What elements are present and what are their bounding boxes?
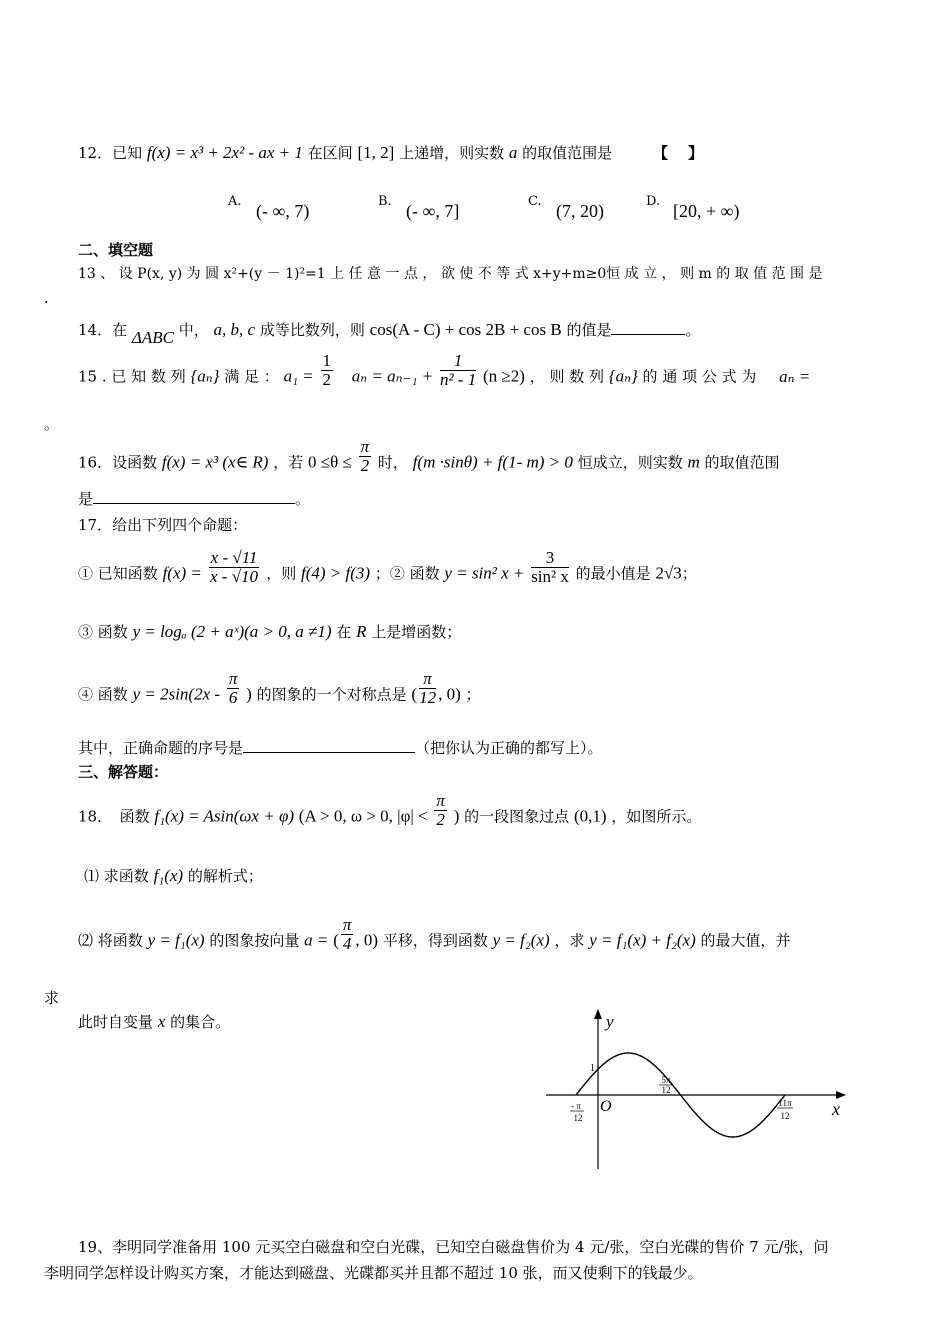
fraction-pi-6: $\frac{\pi}{6}$ [228,669,238,707]
tick-5pi-12-den: 12 [661,1085,671,1095]
q17-conclusion: 其中，正确命题的序号是 （把你认为正确的都写上）。 [78,739,603,757]
fraction-pi-4: $\frac{\pi}{4}$ [342,915,352,953]
question-15: 15 . 已 知 数 列 {aₙ} 满 足 ： a₁ = $\frac{1}{2}$ aₙ = aₙ₋₁ + $\frac{1}{\text{n² - 1}}$ (n ≥2) ， 则 数 列 {aₙ} 的 通 项 公 式 为 aₙ = [78,351,811,389]
question-13-cont: . [44,289,49,307]
fraction-pi-12: $\frac{\pi}{12}$ [419,669,437,707]
question-19-line1: 19、李明同学准备用 100 元买空白磁盘和空白光碟，已知空白磁盘售价为 4 元/张，空白光碟的售价 7 元/张，问 [78,1238,829,1256]
y-axis-arrow [594,1009,602,1019]
q18-part-2-last: 此时自变量 x 的集合。 [78,1012,231,1031]
question-16-line2: 是 。 [78,490,311,508]
y-axis-label: y [606,1012,614,1031]
q17-proposition-1-2: ① 已知函数 f(x) = $\frac{x - √11}{x - √10}$ ，则 f(4) > f(3) ；② 函数 y = sin² x + $\frac{3}{\text{sin² x}}$ 的最小值是 2√3； [78,548,697,586]
blank-16 [93,489,295,504]
option-c-value: (7, 20) [556,201,604,221]
option-b-label: B. [378,194,392,209]
fraction-3-sin2: $\frac{3}{\text{sin² x}}$ [531,548,569,586]
option-b-value: (- ∞, 7] [406,201,460,221]
answer-bracket: 【 】 [652,144,704,162]
sine-graph-figure [540,1005,860,1175]
question-17-title: 17．给出下列四个命题： [78,516,248,534]
tick-neg-pi-12-den: 12 [573,1113,583,1123]
x-axis-label: x [832,1099,840,1119]
tick-label-one: 1 [590,1063,595,1074]
q18-part-2-cont: 求 [44,989,60,1007]
q12-function: f(x) = x³ + 2x² - ax + 1 [146,143,303,162]
q18-part-1: ⑴ 求函数 f₁(x) 的解析式； [84,866,263,885]
fraction-an: $\frac{1}{\text{n² - 1}}$ [439,351,477,389]
x-axis-arrow [836,1091,846,1099]
origin-label: O [600,1098,612,1115]
question-15-cont: 。 [44,415,60,433]
question-16: 16．设函数 f(x) = x³ (x∈ R) ，若 0 ≤θ ≤ $\frac{\pi}{2}$ 时， f(m ·sinθ) + f(1- m) > 0 恒成立，则实数 m 的取值范围 [78,437,780,475]
q17-proposition-4: ④ 函数 y = 2sin(2x - $\frac{\pi}{6}$ ) 的图象的一个对称点是 ( $\frac{\pi}{12}$ , 0) ； [78,669,481,707]
fraction-pi-2: $\frac{\pi}{2}$ [360,437,370,475]
fraction-sqrt: $\frac{x - √11}{x - √10}$ [210,548,259,586]
section-heading-solve: 三、解答题： [78,763,169,781]
option-d-label: D. [646,194,661,209]
section-heading-fill-blank: 二、填空题 [78,241,154,259]
option-a-value: (- ∞, 7) [256,201,310,221]
tick-11pi-12-den: 12 [780,1111,790,1121]
question-13: 13 、 设 P(x, y) 为 圆 x²+(y － 1)²=1 上 任 意 一 点 ， 欲 使 不 等 式 x+y+m≥0恒 成 立 ， 则 m 的 取 值 范 围 是 [78,266,823,282]
option-d-value: [20, + ∞) [673,201,740,221]
blank-17 [243,738,415,753]
question-18: 18． 函数 f₁(x) = Asin(ωx + φ) (A > 0, ω > 0, |φ| < $\frac{\pi}{2}$ ) 的一段图象过点 (0,1) ，如图所示。 [78,791,702,829]
option-a-label: A. [228,194,242,209]
blank-14 [611,320,685,335]
question-12: 12．已知 f(x) = x³ + 2x² - ax + 1 在区间 [1, 2] 上递增，则实数 a 的取值范围是 【 】 [78,143,704,162]
fraction-one-half: $\frac{1}{2}$ [322,351,332,389]
tick-neg-pi-12-num: - π [571,1101,581,1111]
q17-proposition-3: ③ 函数 y = logₐ (2 + aˣ)(a > 0, a ≠1) 在 R 上是增函数； [78,622,462,641]
tick-11pi-12-num: 11π [778,1098,792,1108]
q18-part-2: ⑵ 将函数 y = f₁(x) 的图象按向量 a = ( $\frac{\pi}{4}$ , 0) 平移，得到函数 y = f₂(x) ，求 y = f₁(x) + f₂(x) 的最大值，并 [78,915,791,953]
option-c-label: C. [528,194,542,209]
question-19-line2: 李明同学怎样设计购买方案，才能达到磁盘、光碟都买并且都不超过 10 张，而又使剩下的钱最少。 [44,1264,703,1282]
question-14: 14．在 ΔABC 中， a, b, c 成等比数列，则 cos(A - C) + cos 2B + cos B 的值是 。 [78,320,701,347]
fraction-pi-2: $\frac{\pi}{2}$ [436,791,445,829]
tick-5pi-12-num: 5π [661,1075,671,1085]
